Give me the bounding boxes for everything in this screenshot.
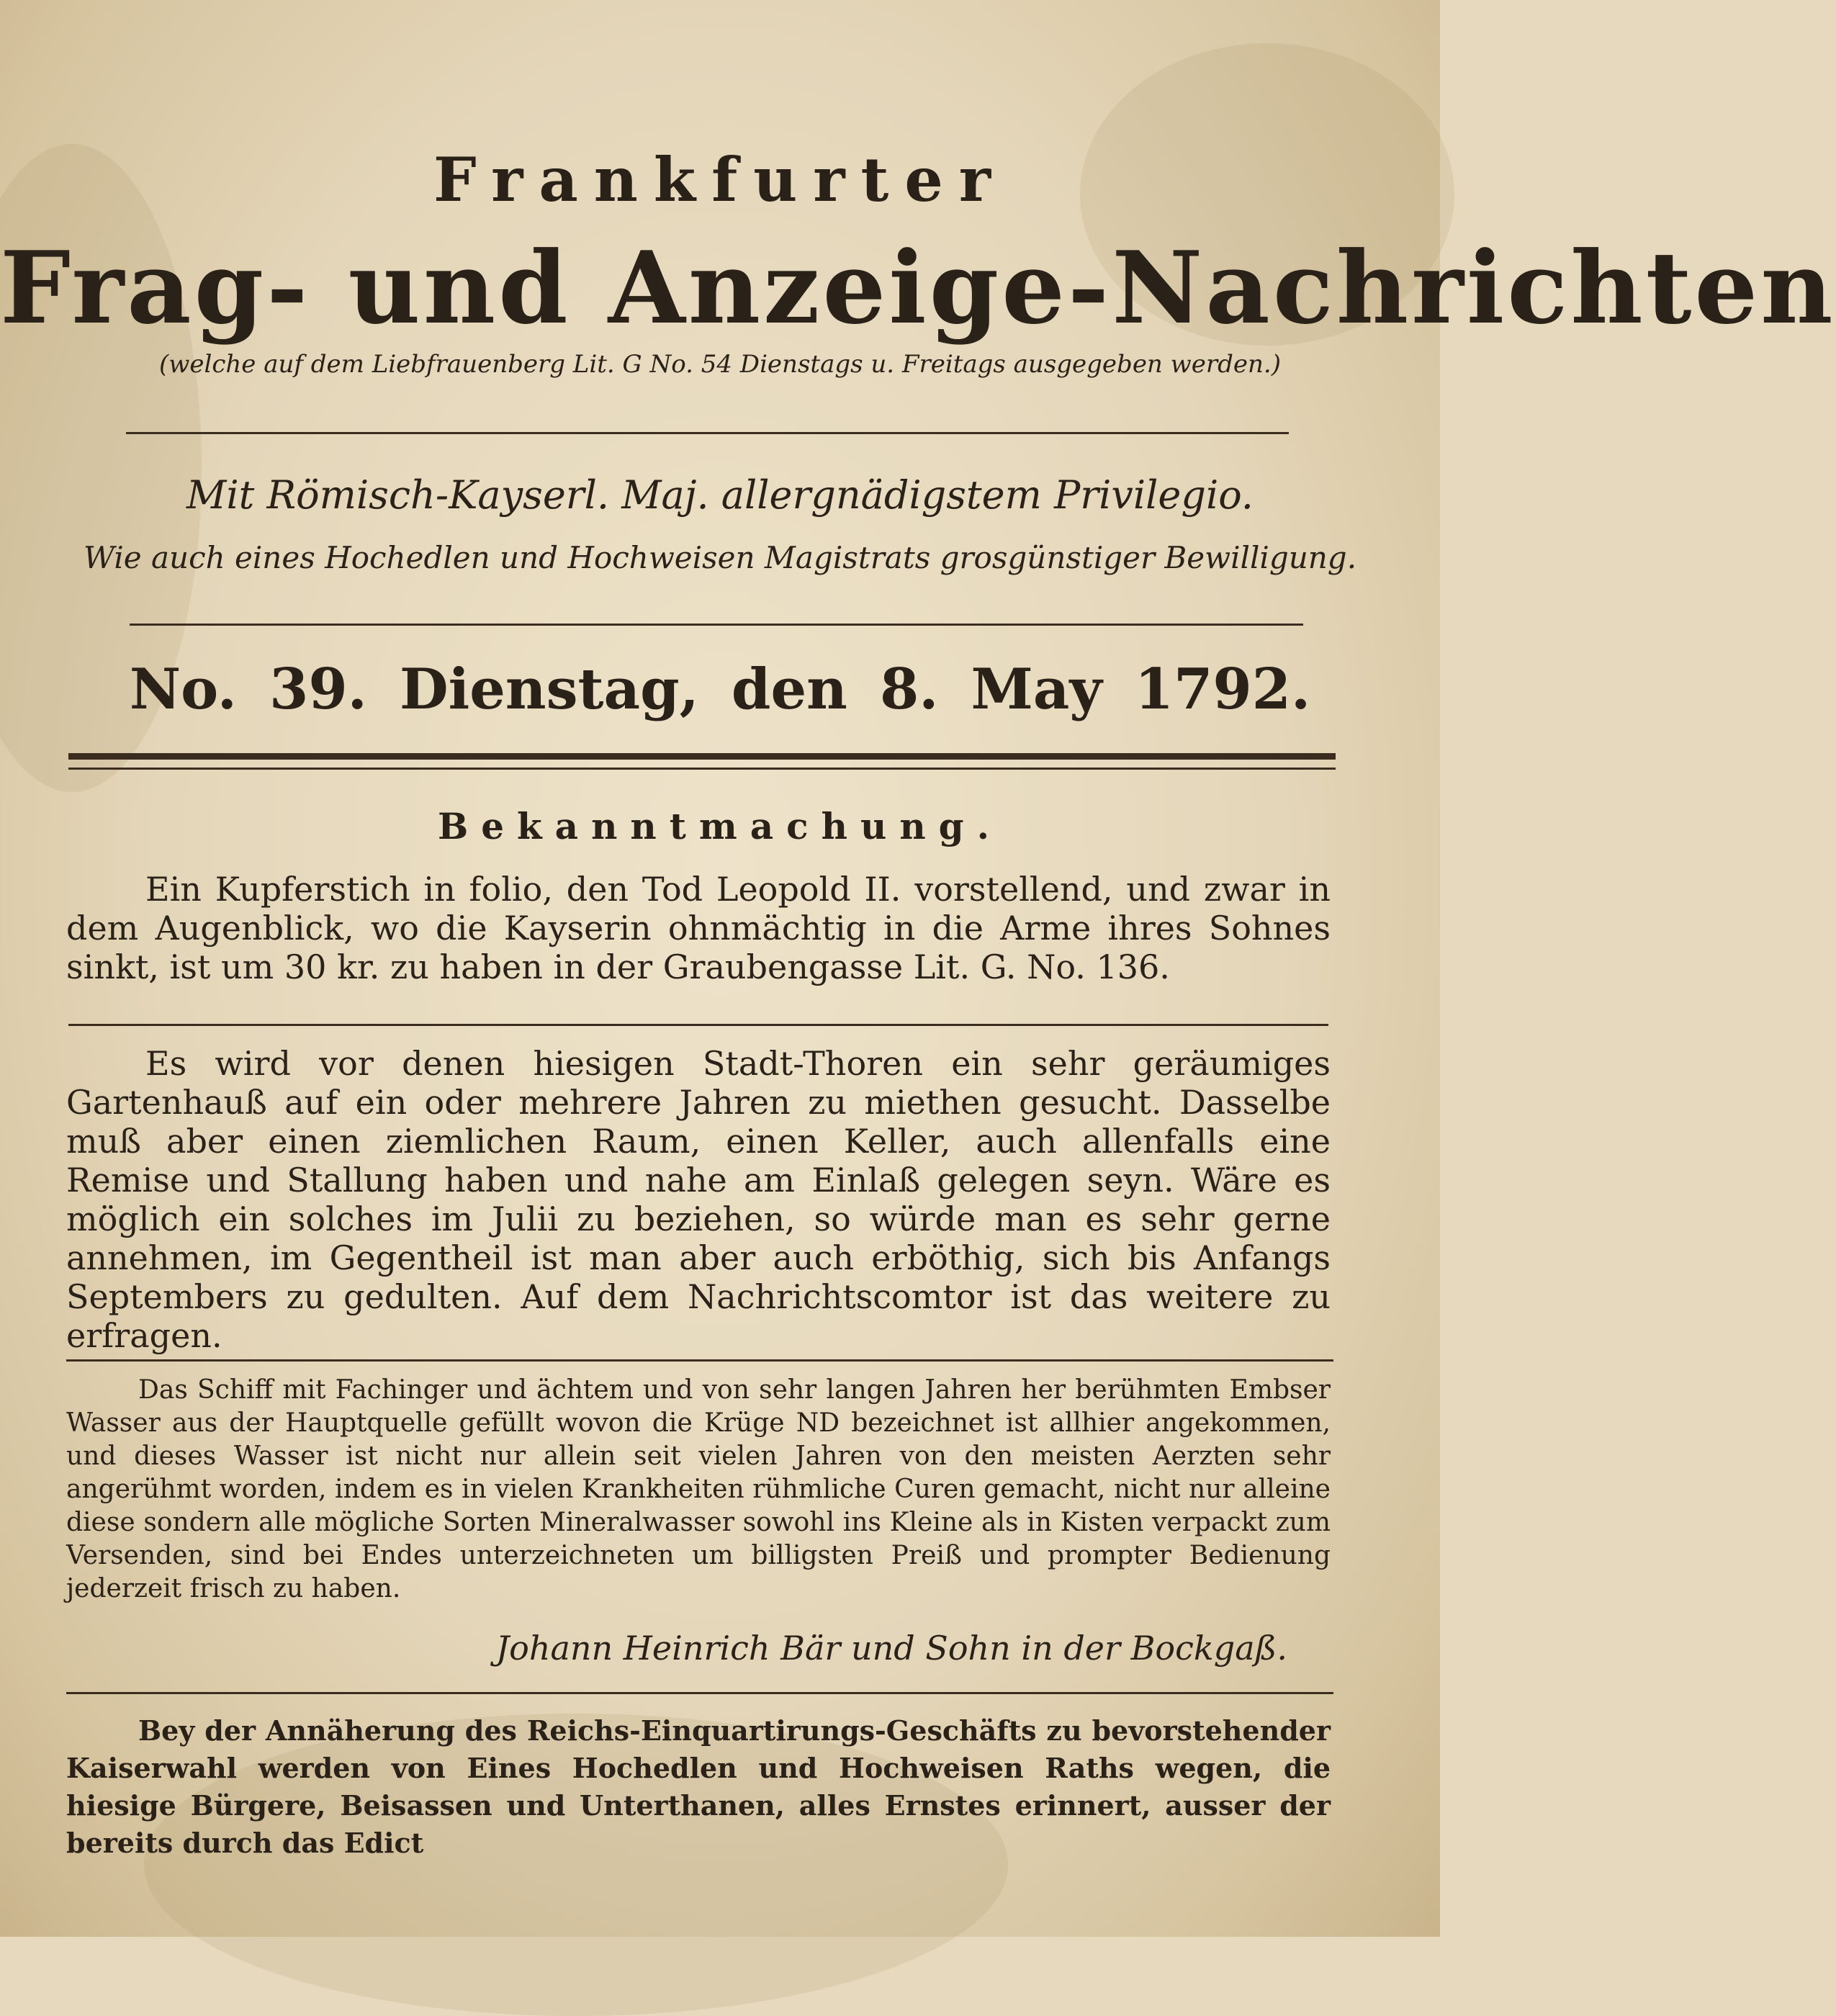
divider-rule <box>68 768 1336 770</box>
divider-rule <box>66 1359 1333 1362</box>
masthead-title: Frag- und Anzeige-Nachrichten <box>0 229 1836 346</box>
divider-rule <box>66 1692 1333 1694</box>
divider-rule-thick <box>68 753 1336 760</box>
masthead-subtitle: (welche auf dem Liebfrauenberg Lit. G No. 54 Dienstags u. Freitags ausgegeben werden.) <box>159 350 1281 379</box>
section-heading: Bekanntmachung. <box>437 805 1003 847</box>
masthead-city: Frankfurter <box>433 144 1007 215</box>
permission-line: Wie auch eines Hochedlen und Hochweisen Magistrats grosgünstiger Bewilligung. <box>83 540 1357 575</box>
issue-date-line: No. 39. Dienstag, den 8. May 1792. <box>129 657 1311 722</box>
article-quartering: Bey der Annäherung des Reichs-Einquartirungs-Geschäfts zu bevorstehender Kaiserwahl werden von Eines Hochedlen und Hochweisen Raths wegen, die hiesige Bürgere, Beisassen und Unterthanen, alles Ernstes erinnert, ausser der bereits durch das Edict <box>66 1714 1331 1859</box>
article-copperplate: Ein Kupferstich in folio, den Tod Leopold II. vorstellend, und zwar in dem Augenblick, wo die Kayserin ohnmächtig in die Arme ihres Sohnes sinkt, ist um 30 kr. zu haben in der Graubengasse Lit. G. No. 136. <box>66 870 1331 986</box>
divider-rule <box>130 624 1303 626</box>
article-signature: Johann Heinrich Bär und Sohn in der Bockgaß. <box>495 1629 1287 1668</box>
privilege-line: Mit Römisch-Kayserl. Maj. allergnädigstem Privilegio. <box>186 472 1254 518</box>
article-mineral-water: Das Schiff mit Fachinger und ächtem und von sehr langen Jahren her berühmten Embser Wasser aus der Hauptquelle gefüllt wovon die Krüge ND bezeichnet ist allhier angekommen, und dieses Wasser ist nicht nur allein seit vielen Jahren von den meisten Aerzten sehr angerühmt worden, indem es in vielen Krankheiten rühmliche Curen gemacht, nicht nur alleine diese sondern alle mögliche Sorten Mineralwasser sowohl ins Kleine als in Kisten verpackt zum Versenden, sind bei Endes unterzeichneten um billigsten Preiß und prompter Bedienung jederzeit frisch zu haben. <box>66 1375 1331 1603</box>
divider-rule <box>68 1024 1328 1026</box>
article-gardenhouse: Es wird vor denen hiesigen Stadt-Thoren ein sehr geräumiges Gartenhauß auf ein oder mehrere Jahren zu miethen gesucht. Dasselbe muß aber einen ziemlichen Raum, einen Keller, auch allenfalls eine Remise und Stallung haben und nahe am Einlaß gelegen seyn. Wäre es möglich ein solches im Julii zu beziehen, so würde man es sehr gerne annehmen, im Gegentheil ist man aber auch erböthig, sich bis Anfangs Septembers zu gedulten. Auf dem Nachrichtscomtor ist das weitere zu erfragen. <box>66 1044 1331 1355</box>
divider-rule <box>126 432 1289 434</box>
